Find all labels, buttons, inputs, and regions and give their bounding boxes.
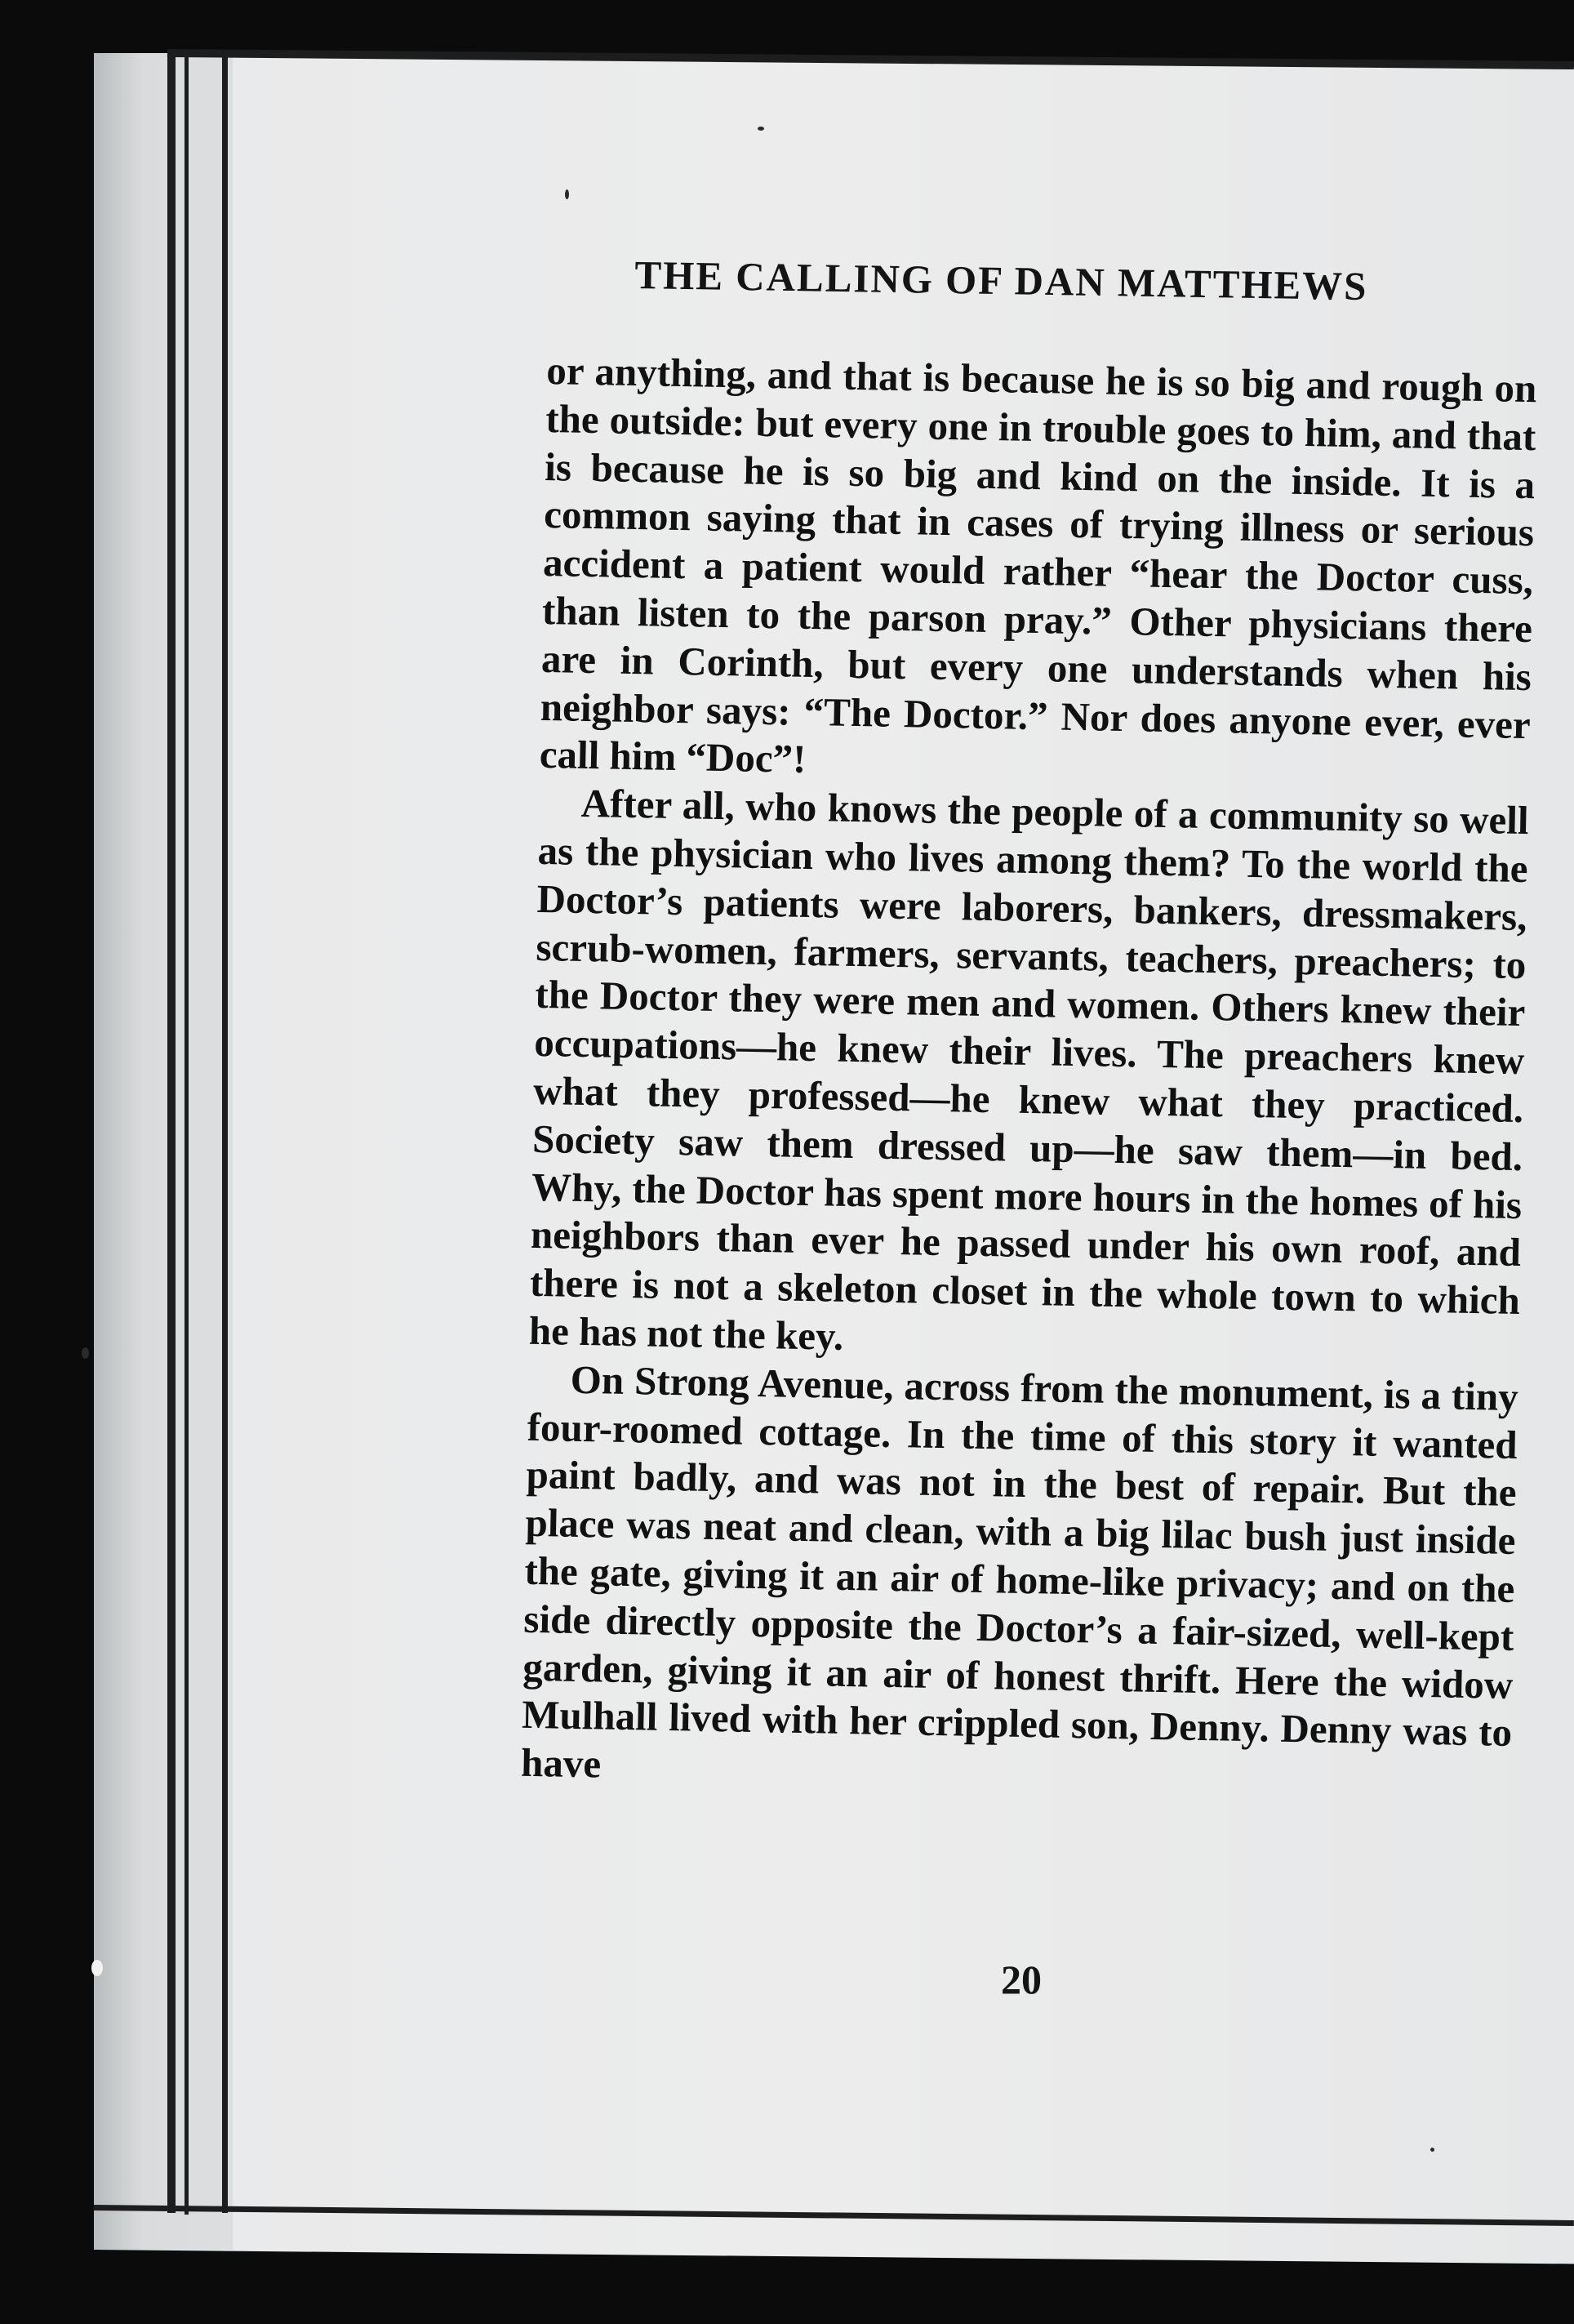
paper-speck (91, 1960, 103, 1976)
binding-spine (94, 53, 233, 2250)
paper-speck (758, 127, 764, 131)
paragraph-2: After all, who knows the people of a community so well as the physician who lives among them? To the world the Doctor’s patients were laborers, bankers, dressmakers, scrub-women, farmers, servants, teachers, preachers; to the Doctor they were men and women. Others knew their occupations—he knew their lives. The preachers knew what they professed—he knew what they practiced. Society saw them dressed up—he saw them—in bed. Why, the Doctor has spent more hours in the homes of his neighbors than ever he passed under his own roof, and there is not a skeleton closet in the whole town to which he has not the key. (528, 781, 1530, 1359)
paragraph-1: or anything, and that is because he is so big and rough on the outside: but every one in trouble goes to him, and that is because he is so big and kind on the inside. It is a common saying that in cases of trying illness or serious accident a patient would rather “hear the Doctor cuss, than listen to the parson pray.” Other physicians there are in Corinth, but every one understands when his neighbor says: “The Doctor.” Nor does anyone ever, ever call him “Doc”! (539, 347, 1537, 782)
paper-speck (565, 189, 569, 199)
body-text (521, 347, 1537, 1805)
paper-speck (1430, 2148, 1434, 2152)
page-border-left-outer (167, 49, 176, 2213)
page-number: 20 (1001, 1957, 1042, 2002)
page-border-left-inner (222, 57, 228, 2213)
paper-speck (82, 1347, 89, 1359)
paragraph-3: On Strong Avenue, across from the monument, is a tiny four-roomed cottage. In the time of this story it wanted paint badly, and was not in the best of repair. But the place was neat and clean, with a big lilac bush just inside the gate, giving it an air of home-like privacy; and on the side directly opposite the Doctor’s a fair-sized, well-kept garden, giving it an air of honest thrift. Here the widow Mulhall lived with her crippled son, Denny. Denny was to have (520, 1356, 1519, 1787)
running-header: THE CALLING OF DAN MATTHEWS (634, 252, 1368, 309)
page-border-left-middle (185, 51, 189, 2215)
